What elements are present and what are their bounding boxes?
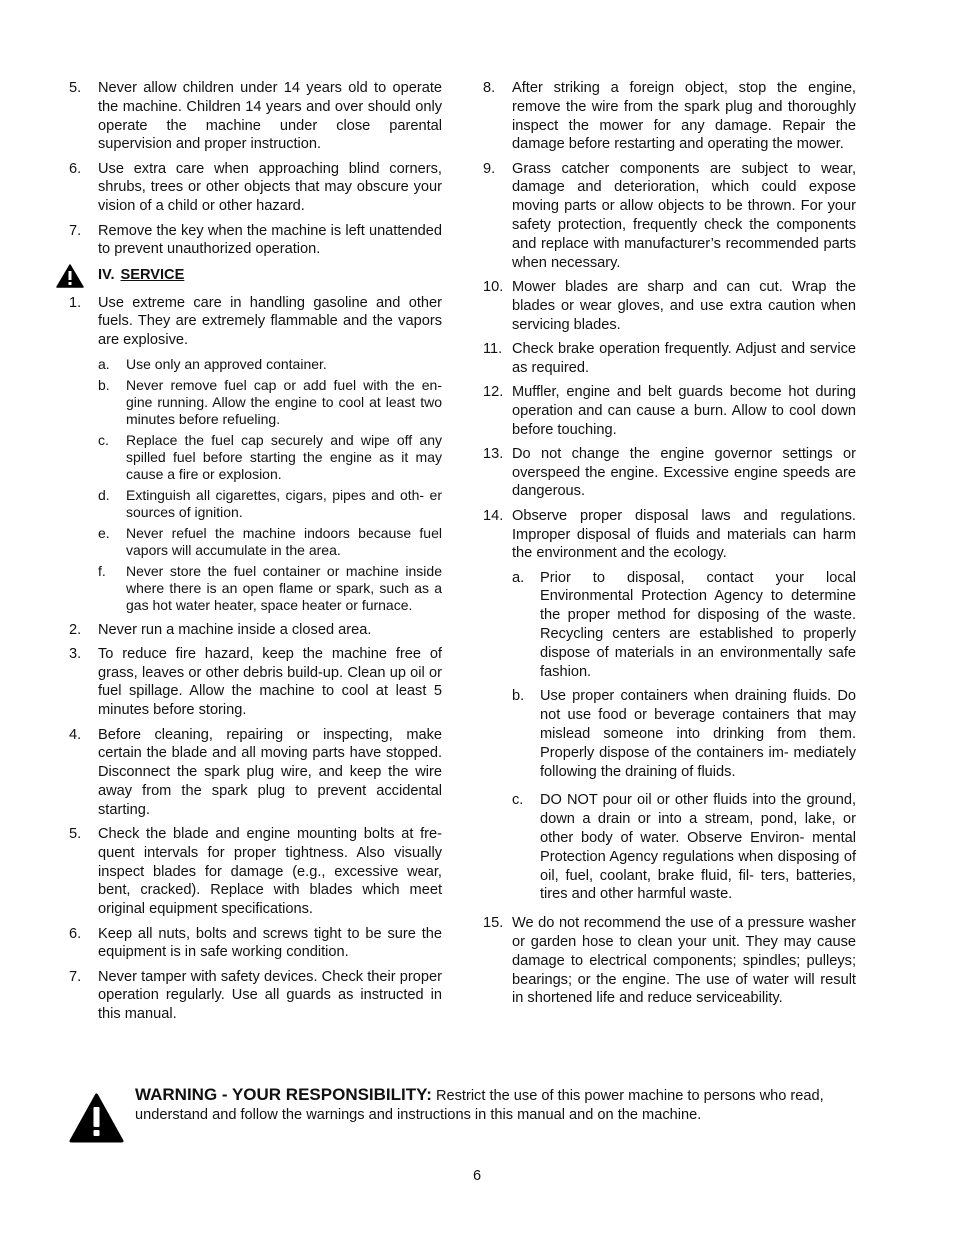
sub-item-letter: b. xyxy=(98,376,110,393)
list-item xyxy=(69,925,442,963)
list-item xyxy=(69,79,442,154)
warning-text: Restrict the use of this power machine to persons who read, understand and follow the warnings and instructions in this manual and on the machine. xyxy=(135,1088,824,1123)
sub-item-text: Never store the fuel container or machine inside where there is an open flame or spark, such as a gas hot water heater, space heater or furnace. xyxy=(126,562,442,613)
item-text: Do not change the engine governor settings or overspeed the engine. Excessive engine speeds are dangerous. xyxy=(512,445,856,500)
item-text: Muffler, engine and belt guards become hot during operation and can cause a burn. Allow to cool down before touching. xyxy=(512,383,856,438)
sub-item xyxy=(98,377,442,428)
item-text: Never allow children under 14 years old to operate the machine. Children 14 years and over should only operate the machine under close parental supervision and proper instruction. xyxy=(98,80,442,153)
item-text: Use extra care when approaching blind corners, shrubs, trees or other objects that may obscure your vision of a child or other hazard. xyxy=(98,160,442,215)
sub-item-text: Use only an approved container. xyxy=(126,355,327,372)
list-item xyxy=(483,507,856,563)
item-text: Check the blade and engine mounting bolts at fre- quent intervals for proper tightness. Also visually inspect blades for damage (e.g., excessive wear, bent, cracked). Replace with blades which meet original equipment specifications. xyxy=(98,826,442,918)
sub-item-letter: a. xyxy=(512,569,525,586)
item-text: Use extreme care in handling gasoline and other fuels. They are extremely flammable and the vapors are explosive. xyxy=(98,294,442,349)
sub-item xyxy=(98,525,442,559)
sub-item-text: Prior to disposal, contact your local Environmental Protection Agency to determine the proper method for disposing of the waste. Recycling centers are established to properly dispose of materials in an environmentally safe fashion. xyxy=(540,569,856,680)
item-number: 7. xyxy=(69,222,82,239)
item-text: Check brake operation frequently. Adjust and service as required. xyxy=(512,340,856,376)
item-text: Keep all nuts, bolts and screws tight to be sure the equipment is in safe working condition. xyxy=(98,925,442,961)
item-number: 13. xyxy=(483,445,504,462)
sub-item-letter: e. xyxy=(98,524,110,541)
item-text: Never run a machine inside a closed area. xyxy=(98,621,372,638)
item-number: 6. xyxy=(69,160,82,177)
sub-item-letter: b. xyxy=(512,688,525,705)
sub-item-text: Replace the fuel cap securely and wipe off any spilled fuel before starting the engine as it may cause a fire or explosion. xyxy=(126,431,442,482)
item-text: Grass catcher components are subject to wear, damage and deterioration, which could expose moving parts or allow objects to be thrown. For your safety protection, frequently check the components and replace with manufacturer’s recommended parts when necessary. xyxy=(512,160,856,271)
list-item xyxy=(69,645,442,720)
item-number: 3. xyxy=(69,645,82,662)
item-number: 2. xyxy=(69,621,82,638)
list-item xyxy=(483,79,856,154)
item-number: 12. xyxy=(483,383,504,400)
sub-item xyxy=(98,563,442,614)
list-item xyxy=(69,294,442,350)
right-column xyxy=(483,79,856,1014)
item-text: We do not recommend the use of a pressure washer or garden hose to clean your unit. They may cause damage to electrical components; spindles; pulleys; bearings; or the engine. The use of water will result in shortened life and reduce serviceability. xyxy=(512,915,856,1007)
warning-title: WARNING - YOUR RESPONSIBILITY: xyxy=(135,1085,432,1104)
section-heading xyxy=(56,265,442,287)
list-item xyxy=(69,621,442,640)
item-text: Observe proper disposal laws and regulations. Improper disposal of fluids and materials can harm the environment and the ecology. xyxy=(512,507,856,562)
sub-item-letter: c. xyxy=(512,792,524,809)
item-text: After striking a foreign object, stop the engine, remove the wire from the spark plug and thoroughly inspect the mower for any damage. Repair the damage before restarting and operating the mower. xyxy=(512,80,856,153)
list-item xyxy=(483,445,856,501)
list-item xyxy=(69,968,442,1024)
list-item xyxy=(69,222,442,260)
responsibility-warning xyxy=(69,1085,856,1145)
warning-text-block xyxy=(135,1085,856,1125)
item-number: 9. xyxy=(483,160,496,177)
list-item xyxy=(69,825,442,919)
item-number: 1. xyxy=(69,294,82,311)
section-number: IV. xyxy=(98,267,115,284)
sub-item xyxy=(98,432,442,483)
sub-item-letter: d. xyxy=(98,486,110,503)
list-item xyxy=(483,278,856,334)
item-number: 5. xyxy=(69,80,82,96)
item-number: 6. xyxy=(69,925,82,942)
section-title: SERVICE xyxy=(120,267,185,284)
sub-item-letter: f. xyxy=(98,562,106,579)
sub-item xyxy=(98,356,442,373)
item-text: Remove the key when the machine is left unattended to prevent unauthorized operation. xyxy=(98,222,442,258)
sub-item-letter: a. xyxy=(98,355,110,372)
list-item xyxy=(69,726,442,820)
item-text: Never tamper with safety devices. Check their proper operation regularly. Use all guards as instructed in this manual. xyxy=(98,968,442,1023)
list-item xyxy=(483,914,856,1008)
item-number: 5. xyxy=(69,826,82,843)
item-number: 11. xyxy=(483,340,503,357)
sub-item-text: Never refuel the machine indoors because fuel vapors will accumulate in the area. xyxy=(126,524,442,558)
warning-triangle-icon xyxy=(56,264,84,288)
sub-item-text: Use proper containers when draining fluids. Do not use food or beverage containers that may mislead someone into drinking from them. Properly dispose of the containers im- mediately following the draining of fluids. xyxy=(540,688,856,780)
item-number: 4. xyxy=(69,726,82,743)
item-number: 15. xyxy=(483,915,504,932)
item-text: To reduce fire hazard, keep the machine free of grass, leaves or other debris build-up. Clean up oil or fuel spillage. Allow the machine to cool at least 5 minutes before storing. xyxy=(98,645,442,719)
item-number: 8. xyxy=(483,80,496,96)
item-text: Before cleaning, repairing or inspecting, make certain the blade and all moving parts have stopped. Disconnect the spark plug wire, and keep the wire away from the spark plug to prevent accidental starting. xyxy=(98,726,442,818)
left-column xyxy=(69,79,442,1030)
list-item xyxy=(69,160,442,216)
sub-item-text: Extinguish all cigarettes, cigars, pipes and oth- er sources of ignition. xyxy=(126,486,442,520)
sub-item xyxy=(98,487,442,521)
sub-item xyxy=(512,687,856,781)
sub-item-letter: c. xyxy=(98,431,109,448)
sub-item-text: DO NOT pour oil or other fluids into the ground, down a drain or into a stream, pond, lake, or other body of water. Observe Environ- mental Protection Agency regulations when disposing of oil, fuel, coolant, brake fluid, fil- ters, batteries, tires and other harmful waste. xyxy=(540,792,856,903)
warning-triangle-icon xyxy=(69,1093,124,1143)
sub-item xyxy=(512,569,856,682)
sub-item-text: Never remove fuel cap or add fuel with the en- gine running. Allow the engine to cool at least two minutes before refueling. xyxy=(126,376,442,427)
sub-item xyxy=(512,791,856,904)
item-number: 7. xyxy=(69,968,82,985)
item-number: 14. xyxy=(483,507,504,524)
item-number: 10. xyxy=(483,278,504,295)
item-text: Mower blades are sharp and can cut. Wrap the blades or wear gloves, and use extra caution when servicing blades. xyxy=(512,278,856,333)
list-item xyxy=(483,160,856,273)
list-item xyxy=(483,383,856,439)
page-number: 6 xyxy=(472,1168,482,1184)
list-item xyxy=(483,340,856,378)
